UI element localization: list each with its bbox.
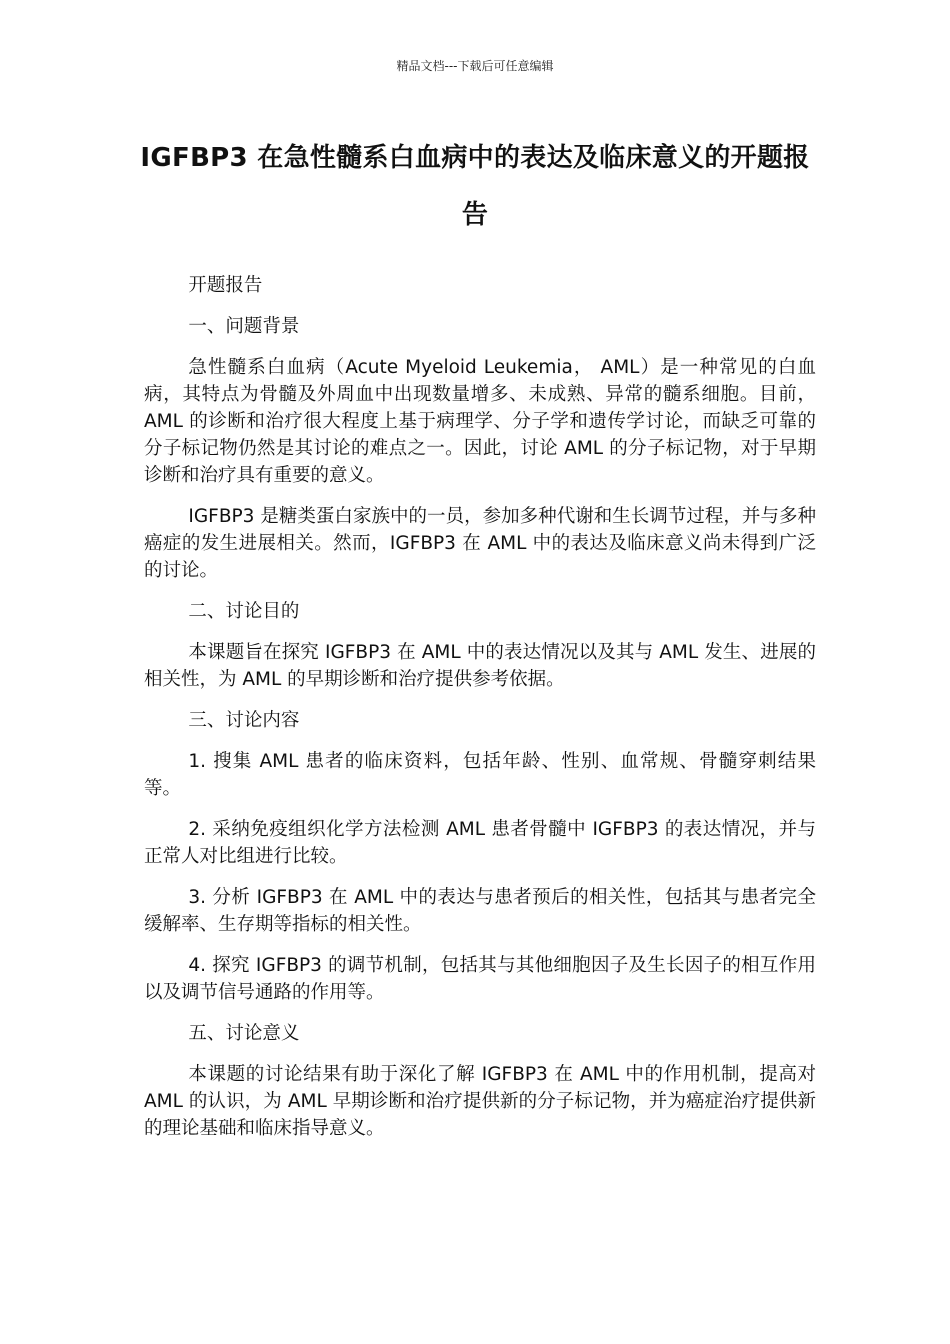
paragraph: IGFBP3 是糖类蛋白家族中的一员，参加多种代谢和生长调节过程，并与多种癌症的发生进展相关。然而，IGFBP3 在 AML 中的表达及临床意义尚未得到广泛的讨论。 — [144, 506, 816, 581]
list-item: 3. 分析 IGFBP3 在 AML 中的表达与患者预后的相关性，包括其与患者完全缓解率、生存期等指标的相关性。 — [144, 887, 816, 935]
report-label: 开题报告 — [188, 275, 263, 296]
paragraph: 本课题的讨论结果有助于深化了解 IGFBP3 在 AML 中的作用机制，提高对 AML 的认识，为 AML 早期诊断和治疗提供新的分子标记物，并为癌症治疗提供新的理论基础和临床指导意义。 — [144, 1064, 816, 1139]
paragraph: 急性髓系白血病（Acute Myeloid Leukemia， AML）是一种常见的白血病，其特点为骨髓及外周血中出现数量增多、未成熟、异常的髓系细胞。目前，AML 的诊断和治疗很大程度上基于病理学、分子学和遗传学讨论，而缺乏可靠的分子标记物仍然是其讨论的难点之一。因此，讨论 AML 的分子标记物，对于早期诊断和治疗具有重要的意义。 — [144, 357, 816, 486]
section-heading-background: 一、问题背景 — [188, 316, 300, 337]
section-heading-significance: 五、讨论意义 — [188, 1023, 300, 1044]
list-item: 1. 搜集 AML 患者的临床资料，包括年龄、性别、血常规、骨髓穿刺结果等。 — [144, 751, 816, 799]
paragraph: 本课题旨在探究 IGFBP3 在 AML 中的表达情况以及其与 AML 发生、进展的相关性，为 AML 的早期诊断和治疗提供参考依据。 — [144, 642, 816, 690]
list-item: 2. 采纳免疫组织化学方法检测 AML 患者骨髓中 IGFBP3 的表达情况，并与正常人对比组进行比较。 — [144, 819, 816, 867]
section-heading-purpose: 二、讨论目的 — [188, 601, 300, 622]
document-body — [144, 272, 816, 1156]
section-heading-content: 三、讨论内容 — [188, 710, 300, 731]
document-title: IGFBP3 在急性髓系白血病中的表达及临床意义的开题报告 — [140, 143, 810, 230]
list-item: 4. 探究 IGFBP3 的调节机制，包括其与其他细胞因子及生长因子的相互作用以及调节信号通路的作用等。 — [144, 955, 816, 1003]
header-note: 精品文档---下载后可任意编辑 — [396, 59, 554, 73]
